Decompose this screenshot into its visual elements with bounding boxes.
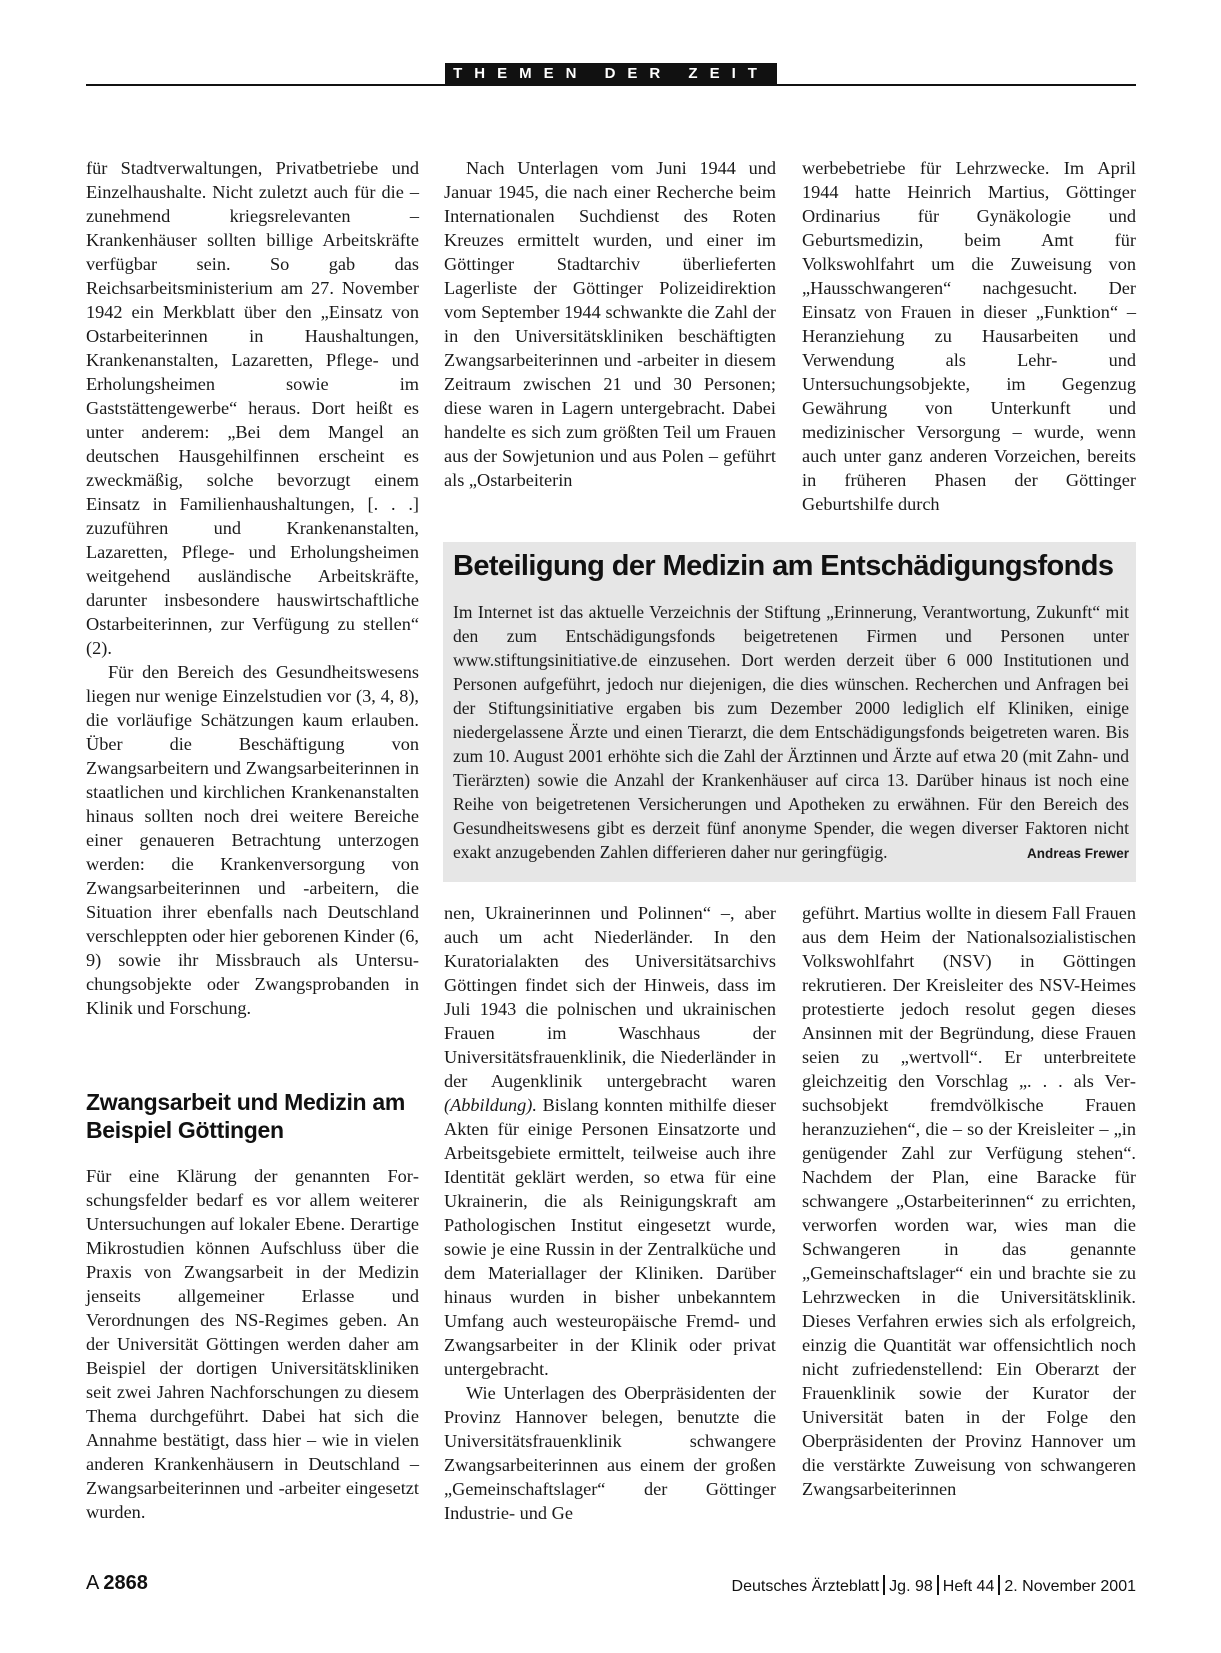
paragraph-text: Bislang konnten mithilfe dieser Akten für einige Personen Einsatzorte und Arbeitsgebiete ermittelt, teilweise auch ihre Identität geklärt werden, so etwa für eine Ukrainerin, die als Reinigungskraft am Pathologischen Institut eingesetzt wurde, sowie je eine Russin in der Zentralküche und dem Materiallager der Kliniken. Darüber hinaus wurden in bisher unbekanntem Umfang auch westeuropäische Fremd- und Zwangsarbeiter in der Klinik oder privat untergebracht. — [444, 1095, 776, 1379]
article-column-2-bottom — [444, 901, 776, 1525]
article-column-2-top — [444, 156, 776, 492]
paragraph — [444, 901, 776, 1381]
page-number-value: 2868 — [103, 1572, 148, 1594]
page-number — [86, 1572, 148, 1595]
section-subheading: Zwangsarbeit und Medizin am Beispiel Göttingen — [86, 1089, 406, 1143]
journal-name: Deutsches Ärzteblatt — [731, 1578, 880, 1595]
section-tag: THEMEN DER ZEIT — [445, 63, 777, 85]
paragraph: Für eine Klärung der genannten Forschungsfelder bedarf es vor allem weiterer Untersuchungen auf lokaler Ebene. Derartige Mikrostudien können Aufschluss über die Praxis von Zwangsarbeit in der Medizin jenseits allgemeiner Erlasse und Verordnungen des NS-Regimes geben. An der Universität Göttingen werden daher am Beispiel der dortigen Universitätskliniken seit zwei Jahren Nachforschungen zu diesem Thema durchgeführt. Dabei hat sich die Annahme bestätigt, dass hier – wie in vielen anderen Krankenhäusern in Deutschland – Zwangsarbeiterinnen und -arbeiter eingesetzt wurden. — [86, 1166, 419, 1522]
footer-separator — [937, 1575, 939, 1595]
article-column-3-top — [802, 156, 1136, 516]
article-column-1-bottom — [86, 1164, 419, 1524]
info-box-author: Andreas Frewer — [1026, 846, 1129, 861]
footer-separator — [998, 1575, 1000, 1595]
article-column-1-top — [86, 156, 419, 1020]
page-prefix: A — [86, 1572, 100, 1594]
paragraph: geführt. Martius wollte in diesem Fall Frauen aus dem Heim der Nationalsozialistischen Volkswohlfahrt (NSV) in Göttingen rekrutieren. Der Kreisleiter des NSV-Heimes protestierte jedoch resolut gegen dieses Ansinnen mit der Begründung, diese Frauen seien zu „wertvoll“. Er unterbreitete gleichzeitig den Vorschlag „. . . als Versuchsobjekt fremdvölkische Frauen heranzuziehen“, die – so der Kreisleiter – „in genügender Zahl zur Verfügung stehen“. Nachdem der Plan, eine Baracke für schwangere „Ostarbeiterinnen“ zu errichten, verworfen worden war, wies man die Schwangeren in das genannte „Gemeinschaftslager“ ein und brachte sie zu Lehrzwecken in die Universitätsklinik. Dieses Verfahren erwies sich als erfolgreich, einzig die Quantität war offensichtlich noch nicht zufriedenstellend: Ein Oberarzt der Frauenklinik sowie der Kurator der Universität baten in der Folge den Oberpräsidenten der Provinz Hannover um die verstärkte Zuweisung von schwangeren Zwangsarbeiterinnen — [802, 903, 1136, 1499]
figure-reference: (Abbildung). — [444, 1095, 537, 1115]
info-box-text — [453, 600, 1129, 866]
article-column-3-bottom — [802, 901, 1136, 1501]
paragraph-text: nen, Ukrainerinnen und Polinnen“ –, aber auch um acht Niederländer. In den Kuratorialakten des Universitätsarchivs Göttingen findet sich der Hinweis, dass im Juli 1943 die polnischen und ukrainischen Frauen im Waschhaus der Universitätsfrauenklinik, die Niederländer in der Augenklinik untergebracht waren — [444, 903, 776, 1091]
info-box-title: Beteiligung der Medizin am Entschädigungsfonds — [453, 550, 1114, 582]
journal-issue: Heft 44 — [942, 1578, 995, 1595]
info-box-body: Im Internet ist das aktuelle Verzeichnis der Stiftung „Erinnerung, Verantwortung, Zukunft“ mit den zum Entschädigungsfonds beigetretenen Firmen und Personen unter www.stiftungsinitiative.de einzusehen. Dort werden derzeit über 6 000 Institutionen und Personen aufgeführt, jedoch nur diejenigen, die dies wünschen. Recherchen und Anfragen bei der Stiftungsinitiative ergaben bis zum Dezember 2000 lediglich elf Kliniken, einige niedergelassene Ärzte und einen Tierarzt, die dem Entschädigungsfonds beigetreten waren. Bis zum 10. August 2001 erhöhte sich die Zahl der Ärztinnen und Ärzte auf etwa 20 (mit Zahn- und Tierärzten) sowie die Anzahl der Krankenhäuser auf circa 13. Darüber hinaus ist noch eine Reihe von beigetretenen Versicherungen und Apotheken zu erwähnen. Für den Bereich des Gesundheitswesens gibt es derzeit fünf anonyme Spender, die wegen diverser Faktoren nicht exakt anzugebenden Zahlen differieren daher nur geringfügig. — [453, 602, 1129, 862]
journal-date: 2. November 2001 — [1004, 1578, 1136, 1595]
paragraph: Wie Unterlagen des Oberpräsidenten der Provinz Hannover belegen, benutzte die Universitätsfrauenklinik schwangere Zwangsarbeiterinnen aus einem der großen „Gemeinschaftslager“ der Göttinger Industrie- und Ge — [444, 1383, 776, 1523]
journal-footer — [732, 1575, 1136, 1596]
paragraph: werbebetriebe für Lehrzwecke. Im April 1944 hatte Heinrich Martius, Göttinger Ordinarius für Gynäkologie und Geburtsmedizin, beim Amt für Volkswohlfahrt um die Zuweisung von „Hausschwangeren“ nachgesucht. Der Einsatz von Frauen in dieser „Funktion“ – Heranziehung zu Hausarbeiten und Verwendung als Lehr- und Untersuchungsobjekte, im Gegenzug Gewährung von Unterkunft und medizinischer Versorgung – wurde, wenn auch unter ganz anderen Vorzeichen, bereits in früheren Phasen der Göttinger Geburtshilfe durch — [802, 158, 1136, 514]
paragraph: für Stadtverwaltungen, Privatbetriebe und Einzelhaushalte. Nicht zuletzt auch für die – zunehmend kriegsrelevanten – Krankenhäuser sollten billige Arbeitskräfte verfügbar sein. So gab das Reichsarbeitsministerium am 27. November 1942 ein Merkblatt über den „Einsatz von Ostarbeiterinnen in Haushaltungen, Krankenanstalten, Lazaretten, Pflege- und Erholungsheimen sowie im Gaststättengewerbe“ heraus. Dort heißt es unter anderem: „Bei dem Mangel an deutschen Hausgehilfinnen erscheint es zweckmäßig, solche bevorzugt einem Einsatz in Familienhaushaltungen, [. . .] zuzuführen und Krankenanstalten, Lazaretten, Pflege- und Erholungsheimen weitgehend ausländische Arbeitskräfte, darunter insbesondere hauswirtschaftliche Ostarbeiterinnen, zur Verfügung zu stellen“ (2). — [86, 158, 419, 658]
paragraph: Nach Unterlagen vom Juni 1944 und Januar 1945, die nach einer Recherche beim Internationalen Suchdienst des Roten Kreuzes ermittelt wurden, und einer im Göttinger Stadtarchiv überlieferten Lagerliste der Göttinger Polizeidirektion vom September 1944 schwankte die Zahl der in den Universitätskliniken beschäftigten Zwangsarbeiterinnen und -arbeiter in diesem Zeitraum zwischen 21 und 30 Personen; diese waren in Lagern untergebracht. Dabei handelte es sich zum größten Teil um Frauen aus der Sowjetunion und aus Polen – geführt als „Ostarbeiterin — [444, 158, 776, 490]
paragraph: Für den Bereich des Gesundheitswesens liegen nur wenige Einzelstudien vor (3, 4, 8), die vorläufige Schätzungen kaum erlauben. Über die Beschäftigung von Zwangsarbeitern und Zwangsarbeiterinnen in staatlichen und kirchlichen Krankenanstalten hinaus sollten noch drei weitere Bereiche einer genaueren Betrachtung unterzogen werden: die Krankenversorgung von Zwangsarbeiterinnen und -arbeitern, die Situation ihrer ebenfalls nach Deutschland verschleppten oder hier geborenen Kinder (6, 9) sowie ihr Missbrauch als Untersuchungsobjekte oder Zwangsprobanden in Klinik und Forschung. — [86, 662, 419, 1018]
journal-volume: Jg. 98 — [889, 1578, 933, 1595]
footer-separator — [883, 1575, 885, 1595]
